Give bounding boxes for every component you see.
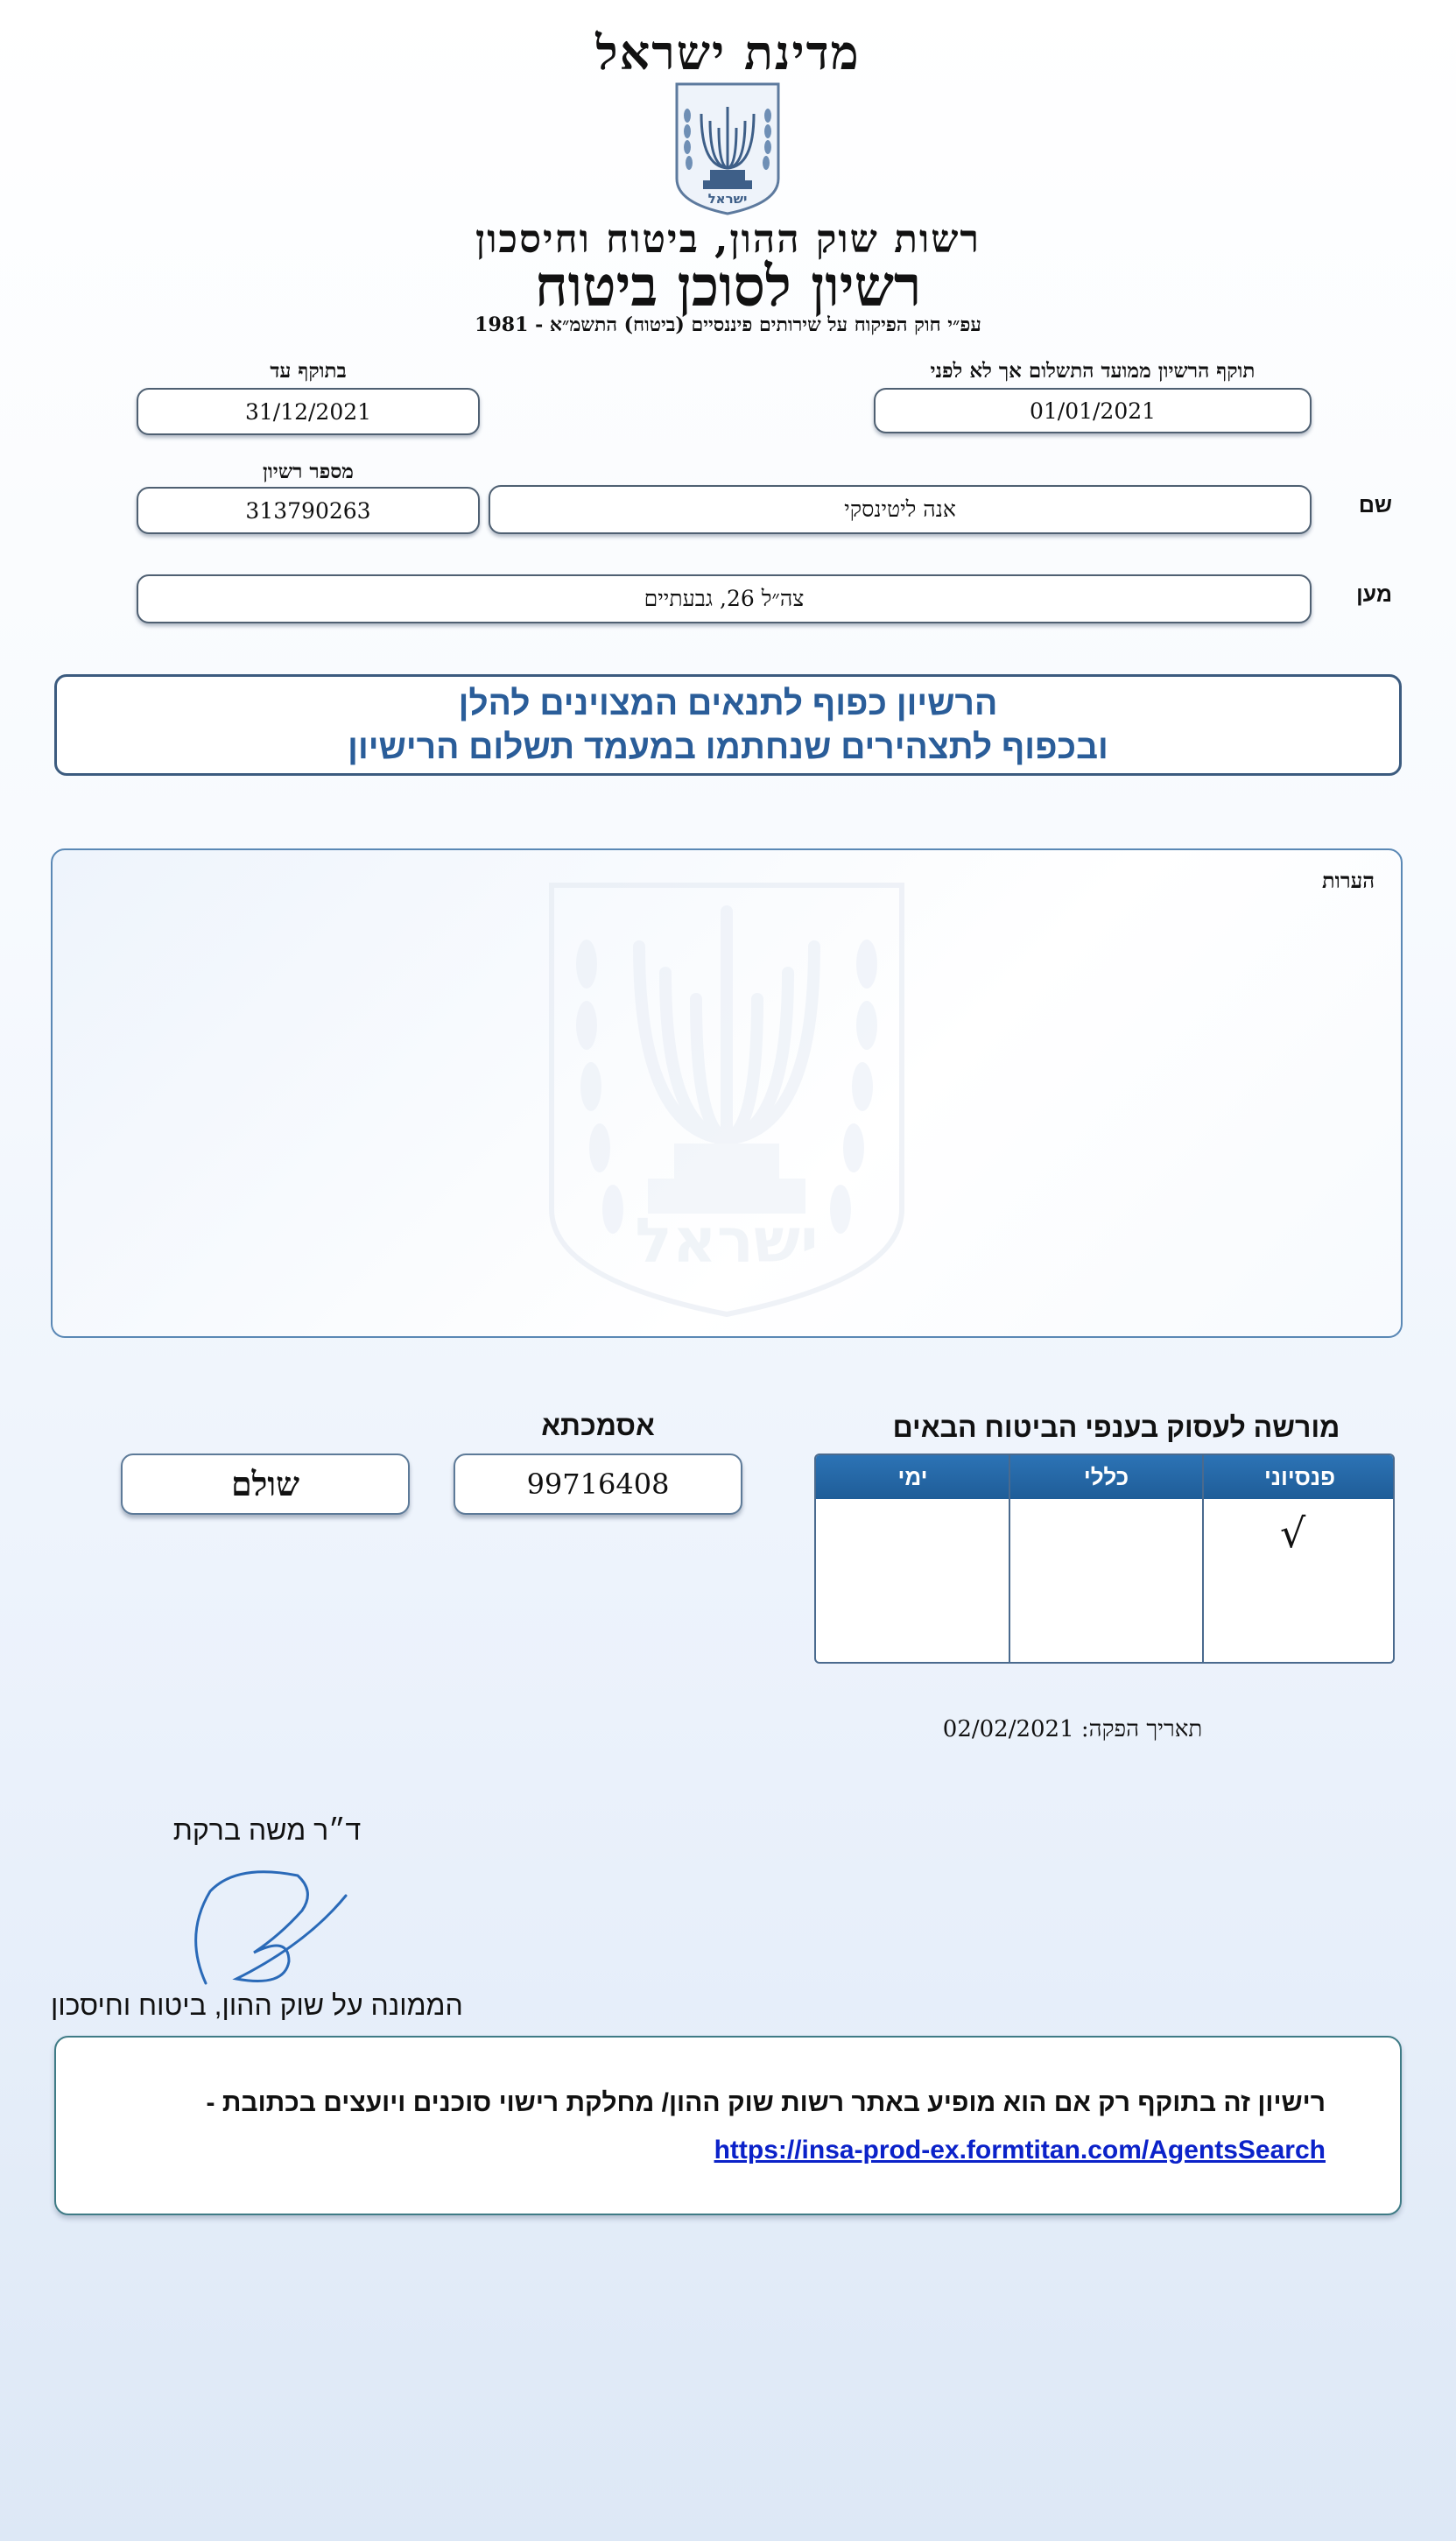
valid-from-field: 01/01/2021 (874, 388, 1312, 433)
payment-status-field: שולם (121, 1454, 410, 1515)
signatory-name: ד״ר משה ברקת (172, 1814, 362, 1846)
branches-title: מורשה לעסוק בענפי הביטוח הבאים (892, 1411, 1340, 1443)
signature-drawing (184, 1856, 359, 1996)
issue-date-line (919, 1716, 1226, 1742)
state-title: מדינת ישראל (595, 25, 861, 81)
issue-date-label: תאריך הפקה: (1080, 1716, 1203, 1742)
reference-field: 99716408 (454, 1454, 742, 1515)
valid-until-field: 31/12/2021 (137, 388, 480, 435)
reference-label: אסמכתא (541, 1410, 655, 1441)
law-note: עפ״י חוק הפיקוח על שירותים פיננסיים (ביטוח) התשמ״א - 1981 (475, 313, 981, 336)
valid-until-label: בתוקף עד (270, 359, 347, 383)
address-field: צה״ל 26, גבעתיים (137, 574, 1312, 623)
watermark-caption: ישראל (635, 1205, 819, 1277)
license-number-field: 313790263 (137, 487, 480, 534)
valid-from-label: תוקף הרשיון ממועד התשלום אך לא לפני (930, 359, 1256, 383)
authority-name: רשות שוק ההון, ביטוח וחיסכון (475, 217, 981, 262)
license-title: רשיון לסוכן ביטוח (534, 254, 922, 320)
name-label: שם (1358, 493, 1392, 517)
branches-table (814, 1454, 1395, 1664)
column-general: כללי (1083, 1463, 1129, 1490)
issue-date-value: 02/02/2021 (942, 1716, 1074, 1742)
verification-notice (54, 2036, 1402, 2215)
notes-box (51, 848, 1403, 1338)
emblem-watermark-icon (543, 876, 911, 1319)
pension-check-mark: √ (1280, 1510, 1306, 1557)
address-label: מען (1356, 582, 1392, 607)
conditions-line-1: הרשיון כפוף לתנאים המצוינים להלן (458, 685, 998, 722)
menorah-emblem-icon (670, 81, 785, 216)
conditions-line-2: ובכפוף לתצהירים שנחתמו במעמד תשלום הרישיון (348, 729, 1108, 766)
notes-label: הערות (1322, 868, 1375, 893)
agents-search-link[interactable]: https://insa-prod-ex.formtitan.com/AgentsSearch (714, 2136, 1326, 2164)
license-number-label: מספר רשיון (263, 460, 354, 483)
conditions-banner (54, 674, 1402, 776)
name-field: אנה ליטינסקי (489, 485, 1312, 534)
column-divider (1009, 1455, 1010, 1662)
column-divider (1202, 1455, 1204, 1662)
column-pension: פנסיוני (1263, 1463, 1336, 1490)
verification-text: רישיון זה בתוקף רק אם הוא מופיע באתר רשות שוק ההון/ מחלקת רישוי סוכנים ויועצים בכתובת - (206, 2088, 1326, 2117)
emblem-caption: ישראל (707, 191, 748, 207)
signatory-title: הממונה על שוק ההון, ביטוח וחיסכון (51, 1989, 463, 2021)
column-marine: ימי (897, 1463, 928, 1490)
